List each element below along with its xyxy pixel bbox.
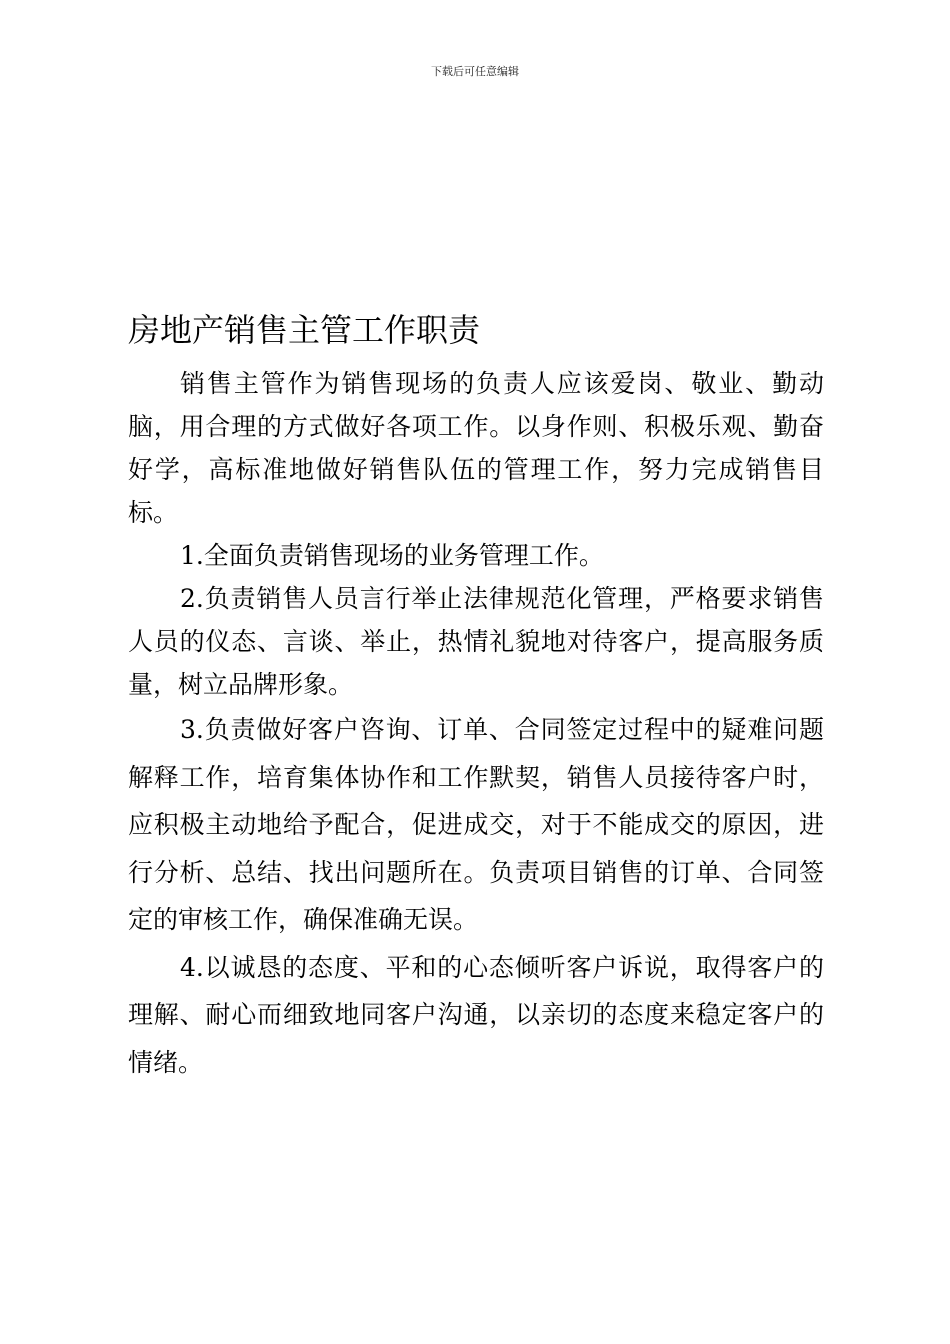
duty-item-1: 1.全面负责销售现场的业务管理工作。 bbox=[180, 541, 604, 570]
duty-item-2: 2.负责销售人员言行举止法律规范化管理，严格要求销售人员的仪态、言谈、举止，热情礼貌地对待客户，提高服务质量，树立品牌形象。 bbox=[128, 584, 824, 699]
header-note: 下载后可任意编辑 bbox=[431, 65, 519, 78]
duty-item-3: 3.负责做好客户咨询、订单、合同签定过程中的疑难问题解释工作，培育集体协作和工作默契，销售人员接待客户时，应积极主动地给予配合，促进成交，对于不能成交的原因，进行分析、总结、找出问题所在。负责项目销售的订单、合同签定的审核工作，确保准确无误。 bbox=[128, 715, 824, 934]
duty-item-4: 4.以诚恳的态度、平和的心态倾听客户诉说，取得客户的理解、耐心而细致地同客户沟通，以亲切的态度来稳定客户的情绪。 bbox=[128, 952, 824, 1077]
intro-paragraph: 销售主管作为销售现场的负责人应该爱岗、敬业、勤动脑，用合理的方式做好各项工作。以身作则、积极乐观、勤奋好学，高标准地做好销售队伍的管理工作，努力完成销售目标。 bbox=[128, 369, 824, 527]
document-title: 房地产销售主管工作职责 bbox=[128, 311, 481, 349]
document-body bbox=[128, 362, 824, 1086]
